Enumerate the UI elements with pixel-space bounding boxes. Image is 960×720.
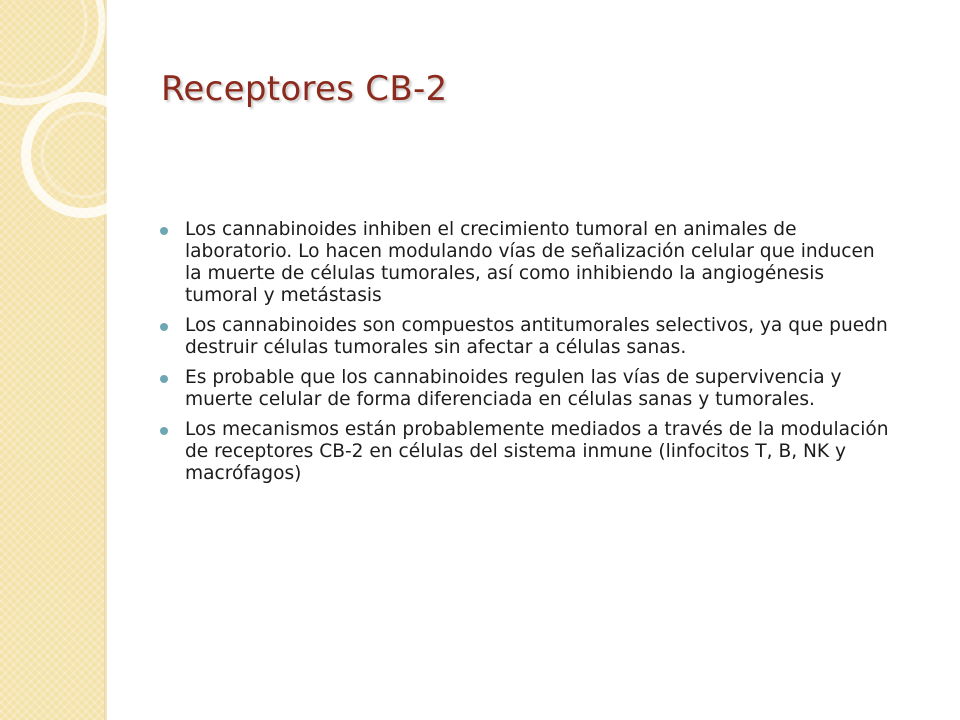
bullet-text: Los cannabinoides son compuestos antitumorales selectivos, ya que puedn destruir células tumorales sin afectar a células sanas. bbox=[185, 315, 888, 358]
bullet-item bbox=[160, 419, 895, 485]
bullet-list bbox=[160, 219, 895, 493]
decorative-ring-inner bbox=[0, 0, 86, 86]
bullet-text: Es probable que los cannabinoides regulen las vías de supervivencia y muerte celular de forma diferenciada en células sanas y tumorales. bbox=[185, 367, 842, 410]
bullet-item bbox=[160, 315, 895, 359]
bullet-text: Los mecanismos están probablemente mediados a través de la modulación de receptores CB-2 en células del sistema inmune (linfocitos T, B, NK y macrófagos) bbox=[185, 419, 889, 484]
bullet-dot-icon bbox=[160, 427, 168, 435]
slide-title: Receptores CB-2 bbox=[161, 69, 448, 109]
bullet-dot-icon bbox=[160, 375, 168, 383]
bullet-text: Los cannabinoides inhiben el crecimiento tumoral en animales de laboratorio. Lo hacen modulando vías de señalización celular que inducen la muerte de células tumorales, así como inhibiendo la angiogénesis tumoral y metástasis bbox=[185, 219, 875, 306]
decorative-rings bbox=[0, 0, 140, 260]
bullet-dot-icon bbox=[160, 227, 168, 235]
bullet-dot-icon bbox=[160, 323, 168, 331]
decorative-ring-medium-inner bbox=[42, 113, 126, 197]
bullet-item bbox=[160, 367, 895, 411]
bullet-item bbox=[160, 219, 895, 307]
